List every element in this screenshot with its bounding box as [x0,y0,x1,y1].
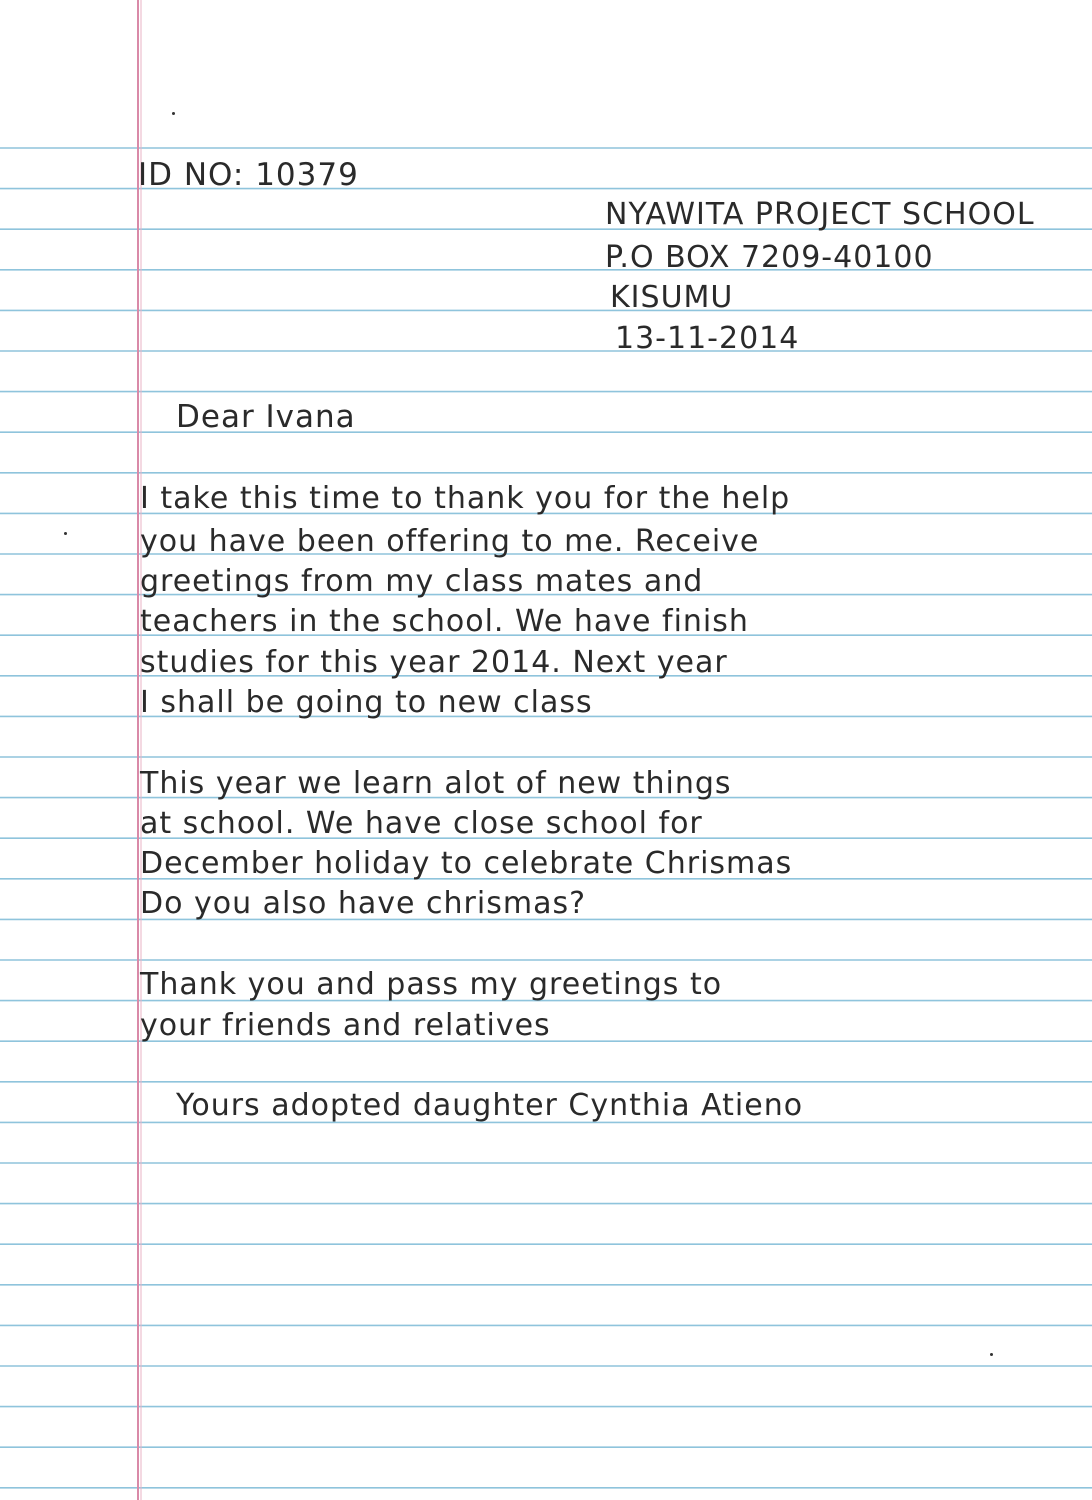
school-address-line: NYAWITA PROJECT SCHOOL [605,197,1035,232]
paragraph-3-line-1: Thank you and pass my greetings to [140,967,723,1002]
paragraph-2-line-3: December holiday to celebrate Chrismas [140,846,793,881]
id-number: ID NO: 10379 [138,157,359,193]
po-box-line: P.O BOX 7209-40100 [605,240,934,275]
ink-speck [990,1353,993,1356]
paragraph-1-line-5: studies for this year 2014. Next year [140,645,728,680]
letter-date: 13-11-2014 [615,321,800,356]
paragraph-1-line-3: greetings from my class mates and [140,564,704,599]
paragraph-3-line-2: your friends and relatives [140,1008,551,1043]
closing-signature: Yours adopted daughter Cynthia Atieno [176,1088,804,1123]
paragraph-1-line-4: teachers in the school. We have finish [140,604,749,639]
paragraph-2-line-1: This year we learn alot of new things [140,766,732,801]
paragraph-2-line-2: at school. We have close school for [140,806,703,841]
salutation: Dear Ivana [176,399,356,435]
ink-speck [172,112,175,115]
paragraph-1-line-2: you have been offering to me. Receive [140,524,760,559]
ink-speck [64,532,67,535]
city-line: KISUMU [610,280,734,315]
paragraph-2-line-4: Do you also have chrismas? [140,886,586,921]
paragraph-1-line-6: I shall be going to new class [140,685,593,720]
paragraph-1-line-1: I take this time to thank you for the help [140,481,791,516]
